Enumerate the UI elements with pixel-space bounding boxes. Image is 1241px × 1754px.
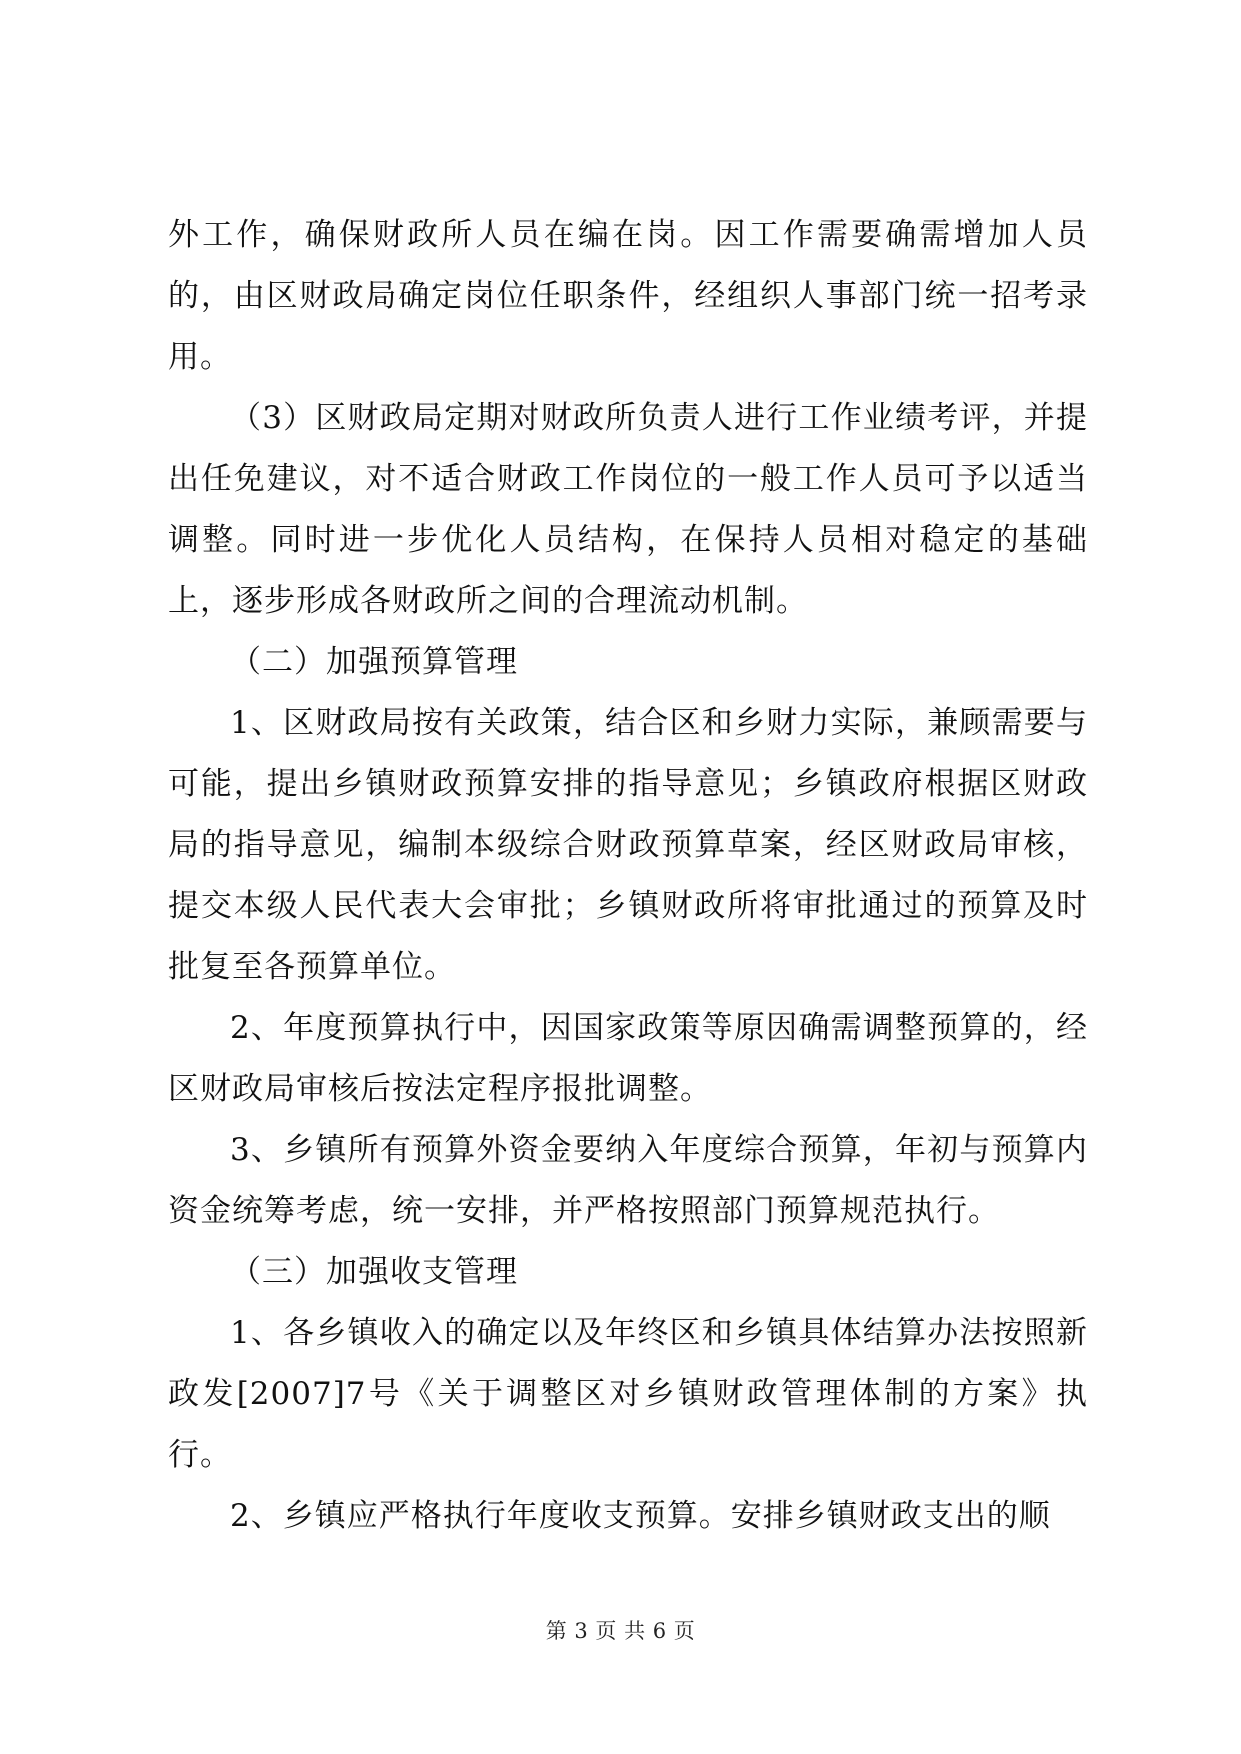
paragraph-budget-1: 1、区财政局按有关政策，结合区和乡财力实际，兼顾需要与可能，提出乡镇财政预算安排的指导意见；乡镇政府根据区财政局的指导意见，编制本级综合财政预算草案，经区财政局审核，提交本级人民代表大会审批；乡镇财政所将审批通过的预算及时批复至各预算单位。 <box>168 705 1088 985</box>
paragraph-continuation: 外工作，确保财政所人员在编在岗。因工作需要确需增加人员的，由区财政局确定岗位任职条件，经组织人事部门统一招考录用。 <box>168 217 1088 375</box>
paragraph-budget-2: 2、年度预算执行中，因国家政策等原因确需调整预算的，经区财政局审核后按法定程序报批调整。 <box>168 1010 1088 1107</box>
paragraph-revenue-2: 2、乡镇应严格执行年度收支预算。安排乡镇财政支出的顺 <box>230 1498 1051 1534</box>
paragraph-revenue-1: 1、各乡镇收入的确定以及年终区和乡镇具体结算办法按照新政发[2007]7号《关于调整区对乡镇财政管理体制的方案》执行。 <box>168 1315 1088 1473</box>
paragraph-budget-3: 3、乡镇所有预算外资金要纳入年度综合预算，年初与预算内资金统筹考虑，统一安排，并严格按照部门预算规范执行。 <box>168 1132 1088 1229</box>
section-heading-budget: （二）加强预算管理 <box>230 644 518 680</box>
paragraph-item-3: （3）区财政局定期对财政所负责人进行工作业绩考评，并提出任免建议，对不适合财政工作岗位的一般工作人员可予以适当调整。同时进一步优化人员结构，在保持人员相对稳定的基础上，逐步形成各财政所之间的合理流动机制。 <box>168 400 1088 619</box>
document-body <box>168 205 1088 1547</box>
page-number-footer: 第 3 页 共 6 页 <box>545 1619 696 1643</box>
section-heading-revenue: （三）加强收支管理 <box>230 1254 518 1290</box>
